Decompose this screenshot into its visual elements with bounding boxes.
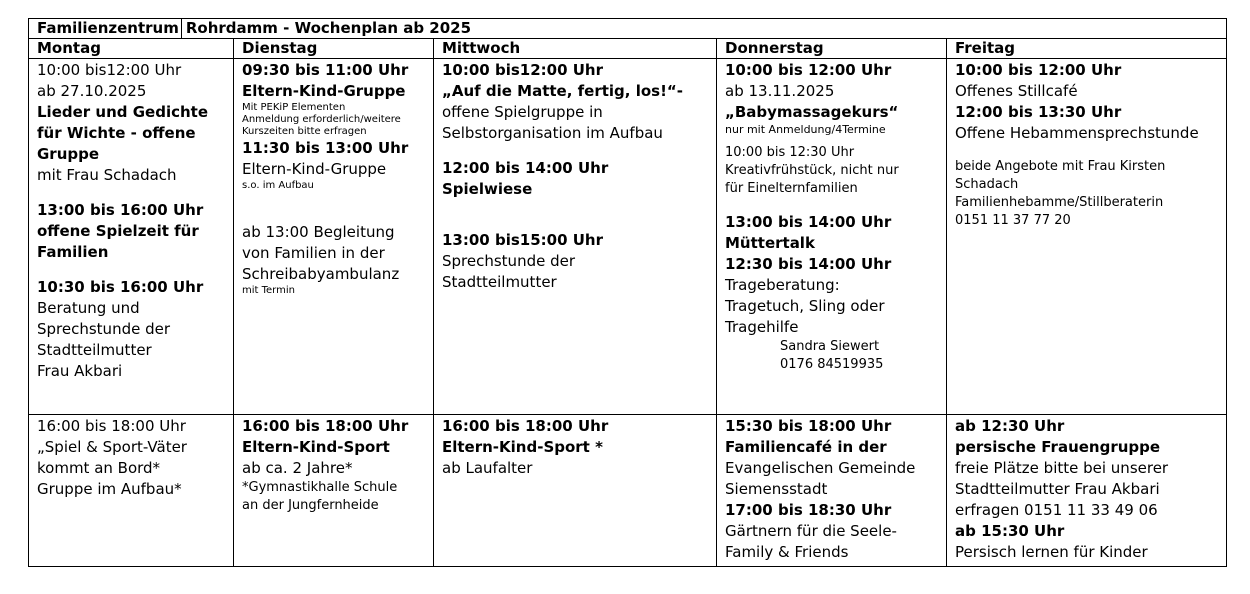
text-line: 12:30 bis 14:00 Uhr — [725, 255, 892, 273]
text-line: „Spiel & Sport-Väter — [37, 438, 187, 456]
text-line: Spielwiese — [442, 180, 533, 198]
text-line: Mit PEKiP Elementen — [242, 102, 346, 113]
text-line: ab ca. 2 Jahre* — [242, 459, 353, 477]
text-line: Tragetuch, Sling oder — [725, 297, 885, 315]
text-line: erfragen 0151 11 33 49 06 — [955, 501, 1158, 519]
day-header-dienstag: Dienstag — [234, 39, 434, 59]
text-line: Eltern-Kind-Sport * — [442, 438, 603, 456]
cell-donnerstag-2 — [717, 415, 947, 567]
text-line: für Wichte - offene — [37, 124, 196, 142]
text-line: Stadtteilmutter — [37, 341, 152, 359]
text-line: Evangelischen Gemeinde — [725, 459, 916, 477]
text-line: Tragehilfe — [725, 318, 799, 336]
title-part2: Rohrdamm - Wochenplan ab 2025 — [185, 19, 472, 37]
text-line: Gärtnern für die Seele- — [725, 522, 897, 540]
text-line: Beratung und — [37, 299, 140, 317]
text-line: ab Laufalter — [442, 459, 533, 477]
text-line: 10:00 bis12:00 Uhr — [37, 61, 182, 79]
text-line: ab 13.11.2025 — [725, 82, 835, 100]
text-line: 11:30 bis 13:00 Uhr — [242, 139, 409, 157]
text-line: mit Frau Schadach — [37, 166, 177, 184]
text-line: persische Frauengruppe — [955, 438, 1161, 456]
schedule-row-afternoon — [29, 415, 1227, 567]
text-line: 13:00 bis 14:00 Uhr — [725, 213, 892, 231]
text-line: offene Spielzeit für — [37, 222, 199, 240]
cell-mittwoch-2 — [434, 415, 717, 567]
cell-dienstag-2 — [234, 415, 434, 567]
text-line: ab 13:00 Begleitung — [242, 223, 395, 241]
cell-montag-1 — [29, 59, 234, 415]
text-line: freie Plätze bitte bei unserer — [955, 459, 1169, 477]
text-line: 13:00 bis 16:00 Uhr — [37, 201, 204, 219]
text-line: Gruppe im Aufbau* — [37, 480, 182, 498]
title-part1: Familienzentrum — [37, 19, 182, 38]
text-line: für Einelternfamilien — [725, 181, 858, 196]
text-line: von Familien in der — [242, 244, 385, 262]
text-line: Eltern-Kind-Gruppe — [242, 82, 406, 100]
text-line: 16:00 bis 18:00 Uhr — [242, 417, 409, 435]
text-line: nur mit Anmeldung/4Termine — [725, 123, 886, 136]
text-line: ab 15:30 Uhr — [955, 522, 1065, 540]
text-line: „Auf die Matte, fertig, los!“- — [442, 82, 684, 100]
text-line: 16:00 bis 18:00 Uhr — [37, 417, 186, 435]
cell-dienstag-1 — [234, 59, 434, 415]
text-line: 0176 84519935 — [780, 357, 884, 372]
text-line: Kurszeiten bitte erfragen — [242, 126, 367, 137]
text-line: Müttertalk — [725, 234, 815, 252]
text-line: Stadtteilmutter Frau Akbari — [955, 480, 1160, 498]
text-line: Trageberatung: — [725, 276, 840, 294]
text-line: 10:00 bis 12:00 Uhr — [955, 61, 1122, 79]
text-line: Sprechstunde der — [37, 320, 171, 338]
text-line: mit Termin — [242, 285, 295, 296]
text-line: Selbstorganisation im Aufbau — [442, 124, 663, 142]
text-line: kommt an Bord* — [37, 459, 161, 477]
text-line: 15:30 bis 18:00 Uhr — [725, 417, 892, 435]
text-line: 12:00 bis 13:30 Uhr — [955, 103, 1122, 121]
text-line: Eltern-Kind-Sport — [242, 438, 390, 456]
cell-montag-2 — [29, 415, 234, 567]
text-line: ab 27.10.2025 — [37, 82, 147, 100]
schedule-row-morning — [29, 59, 1227, 415]
text-line: 09:30 bis 11:00 Uhr — [242, 61, 409, 79]
day-header-donnerstag: Donnerstag — [717, 39, 947, 59]
cell-mittwoch-1 — [434, 59, 717, 415]
text-line: 17:00 bis 18:30 Uhr — [725, 501, 892, 519]
text-line: Sprechstunde der — [442, 252, 576, 270]
text-line: Offene Hebammensprechstunde — [955, 124, 1199, 142]
text-line: ab 12:30 Uhr — [955, 417, 1065, 435]
text-line: Gruppe — [37, 145, 100, 163]
text-line: 10:00 bis 12:30 Uhr — [725, 145, 855, 160]
text-line: 13:00 bis15:00 Uhr — [442, 231, 604, 249]
text-line: Family & Friends — [725, 543, 849, 561]
text-line: Lieder und Gedichte — [37, 103, 208, 121]
text-line: Familiencafé in der — [725, 438, 887, 456]
text-line: Schreibabyambulanz — [242, 265, 400, 283]
weekly-plan-table — [28, 18, 1227, 567]
cell-freitag-2 — [947, 415, 1227, 567]
text-line: Siemensstadt — [725, 480, 828, 498]
text-line: 10:00 bis12:00 Uhr — [442, 61, 604, 79]
text-line: 12:00 bis 14:00 Uhr — [442, 159, 609, 177]
title-row — [29, 19, 1227, 39]
text-line: Stadtteilmutter — [442, 273, 557, 291]
cell-freitag-1 — [947, 59, 1227, 415]
text-line: Schadach — [955, 177, 1019, 192]
text-line: Offenes Stillcafé — [955, 82, 1078, 100]
day-header-freitag: Freitag — [947, 39, 1227, 59]
text-line: Anmeldung erforderlich/weitere — [242, 114, 401, 125]
text-line: „Babymassagekurs“ — [725, 103, 899, 121]
text-line: s.o. im Aufbau — [242, 180, 314, 191]
text-line: Familien — [37, 243, 109, 261]
text-line: an der Jungfernheide — [242, 498, 379, 513]
text-line: 10:30 bis 16:00 Uhr — [37, 278, 204, 296]
text-line: Familienhebamme/Stillberaterin — [955, 195, 1164, 210]
text-line: beide Angebote mit Frau Kirsten — [955, 159, 1166, 174]
day-header-mittwoch: Mittwoch — [434, 39, 717, 59]
text-line: 16:00 bis 18:00 Uhr — [442, 417, 609, 435]
text-line: Frau Akbari — [37, 362, 123, 380]
page-title — [29, 19, 1227, 39]
cell-donnerstag-1 — [717, 59, 947, 415]
text-line: offene Spielgruppe in — [442, 103, 603, 121]
text-line: Persisch lernen für Kinder — [955, 543, 1148, 561]
day-header-row — [29, 39, 1227, 59]
day-header-montag: Montag — [29, 39, 234, 59]
text-line: 10:00 bis 12:00 Uhr — [725, 61, 892, 79]
text-line: *Gymnastikhalle Schule — [242, 480, 398, 495]
text-line: Kreativfrühstück, nicht nur — [725, 163, 899, 178]
text-line: 0151 11 37 77 20 — [955, 213, 1071, 228]
text-line: Eltern-Kind-Gruppe — [242, 160, 387, 178]
text-line: Sandra Siewert — [780, 339, 880, 354]
